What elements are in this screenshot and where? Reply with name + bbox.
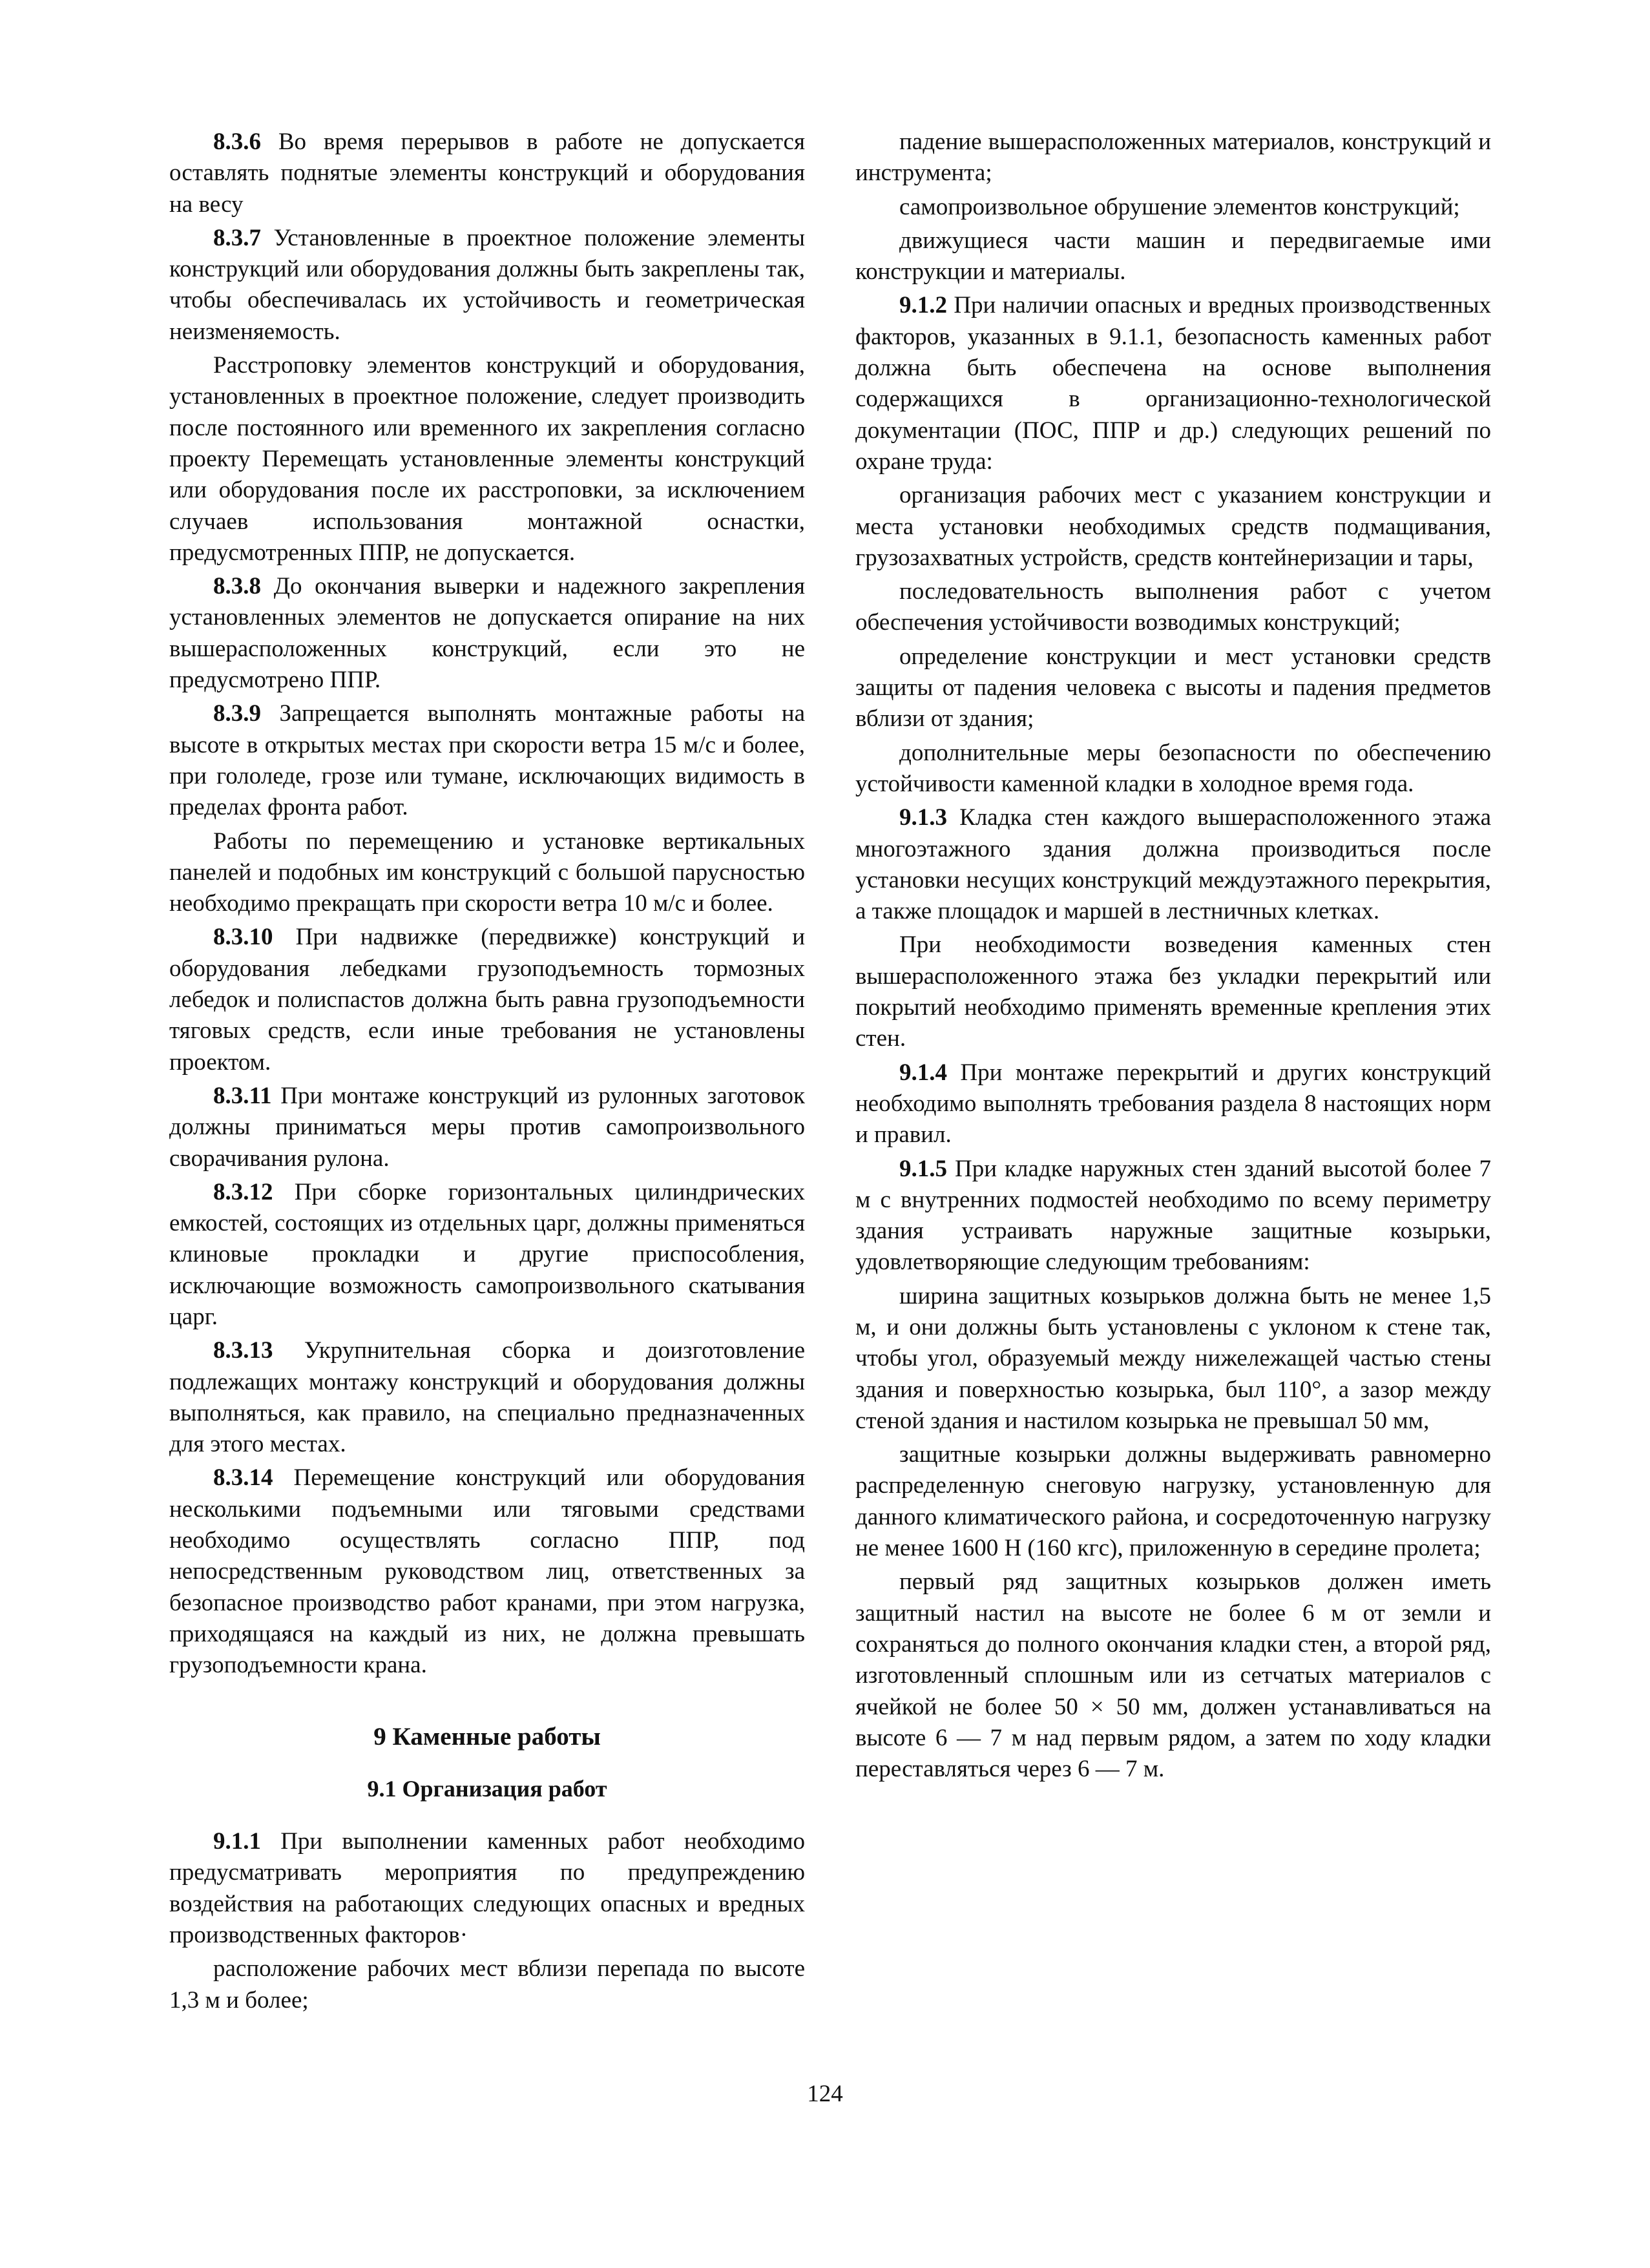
paragraph-text: первый ряд защитных козырьков должен иметь защитный настил на высоте не более 6 м от земли и сохраняться до полного окончания кладки стен, а второй ряд, изготовленный сплошным или из сетчатых материалов с ячейкой не более 50 × 50 мм, должен устанавливаться на высоте 6 — 7 м над первым рядом, а затем по ходу кладки переставляться через 6 — 7 м.	[855, 1568, 1491, 1783]
paragraph-falling-materials	[855, 127, 1491, 189]
clause-number: 8.3.11	[213, 1082, 272, 1109]
clause-number: 8.3.14	[213, 1464, 273, 1492]
paragraph-text: При наличии опасных и вредных производственных факторов, указанных в 9.1.1, безопасность каменных работ должна быть обеспечена на основе выполнения содержащихся в организационно-технологической документации (ПОС, ППР и др.) следующих решений по охране труда:	[855, 292, 1491, 475]
paragraph-9-1-2	[855, 290, 1491, 477]
clause-number: 8.3.13	[213, 1337, 273, 1364]
paragraph-text: При необходимости возведения каменных стен вышерасположенного этажа без укладки перекрытий или покрытий необходимо применять временные крепления этих стен.	[855, 931, 1491, 1052]
paragraph-text: ширина защитных козырьков должна быть не менее 1,5 м, и они должны быть установлены с уклоном к стене так, чтобы угол, образуемый между нижележащей частью стены здания и поверхностью козырька, был 110°, а зазор между стеной здания и настилом козырька не превышал 50 мм,	[855, 1282, 1491, 1434]
paragraph-text: Перемещение конструкций или оборудования несколькими подъемными или тяговыми средствами необходимо осуществлять согласно ППР, под непосредственным руководством лиц, ответственных за безопасное производство работ кранами, при этом нагрузка, приходящаяся на каждый из них, не должна превышать грузоподъемности крана.	[169, 1464, 805, 1679]
right-column	[855, 127, 1491, 1787]
paragraph-8-3-13	[169, 1335, 805, 1460]
paragraph-temporary-fastening	[855, 930, 1491, 1054]
paragraph-height-drop	[169, 1953, 805, 2016]
paragraph-text: расположение рабочих мест вблизи перепада по высоте 1,3 м и более;	[169, 1955, 805, 2013]
paragraph-text: защитные козырьки должны выдерживать равномерно распределенную снеговую нагрузку, установленную для данного климатического района, и сосредоточенную нагрузку не менее 1600 Н (160 кгс), приложенную в середине пролета;	[855, 1441, 1491, 1562]
paragraph-text: падение вышерасположенных материалов, конструкций и инструмента;	[855, 129, 1491, 187]
paragraph-text: самопроизвольное обрушение элементов конструкций;	[899, 193, 1460, 220]
paragraph-text: Установленные в проектное положение элементы конструкций или оборудования должны быть закреплены так, чтобы обеспечивалась их устойчивость и геометрическая неизменяемость.	[169, 224, 805, 345]
paragraph-8-3-10	[169, 922, 805, 1077]
paragraph-text: Расстроповку элементов конструкций и оборудования, установленных в проектное положение, следует производить после постоянного или временного их закрепления согласно проекту Перемещать установленные элементы конструкций или оборудования после их расстроповки, за исключением случаев использования монтажной оснастки, предусмотренных ППР, не допускается.	[169, 352, 805, 566]
paragraph-text: При кладке наружных стен зданий высотой более 7 м с внутренних подмостей необходимо по всему периметру здания устраивать наружные защитные козырьки, удовлетворяющие следующим требованиям:	[855, 1155, 1491, 1276]
paragraph-text: организация рабочих мест с указанием конструкции и места установки необходимых средств подмащивания, грузозахватных устройств, средств контейнеризации и тары,	[855, 482, 1491, 571]
clause-number: 8.3.7	[213, 224, 261, 251]
paragraph-protection	[855, 641, 1491, 735]
clause-number: 9.1.5	[899, 1155, 947, 1182]
paragraph-text: Запрещается выполнять монтажные работы на высоте в открытых местах при скорости ветра 15 м/с и более, при гололеде, грозе или тумане, исключающих видимость в пределах фронта работ.	[169, 700, 805, 821]
page-number: 124	[807, 2081, 843, 2107]
paragraph-text: последовательность выполнения работ с учетом обеспечения устойчивости возводимых конструкций;	[855, 578, 1491, 636]
paragraph-9-1-3	[855, 802, 1491, 927]
paragraph-canopy-rows	[855, 1566, 1491, 1785]
clause-number: 8.3.6	[213, 129, 261, 155]
paragraph-text: При монтаже перекрытий и других конструкций необходимо выполнять требования раздела 8 настоящих норм и правил.	[855, 1059, 1491, 1149]
paragraph-cold-season	[855, 738, 1491, 800]
section-heading: 9 Каменные работы	[373, 1722, 601, 1751]
paragraph-canopy-load	[855, 1439, 1491, 1564]
paragraph-text: Работы по перемещению и установке вертикальных панелей и подобных им конструкций с большой парусностью необходимо прекращать при скорости ветра 10 м/с и более.	[169, 827, 805, 917]
paragraph-text: Кладка стен каждого вышерасположенного этажа многоэтажного здания должна производиться после установки несущих конструкций междуэтажного перекрытия, а также площадок и маршей в лестничных клетках.	[855, 804, 1491, 925]
paragraph-8-3-9	[169, 698, 805, 823]
paragraph-text: До окончания выверки и надежного закрепления установленных элементов не допускается опирание на них вышерасположенных конструкций, если это не предусмотрено ППР.	[169, 573, 805, 694]
paragraph-8-3-7	[169, 223, 805, 348]
paragraph-unslinging	[169, 350, 805, 568]
paragraph-text: движущиеся части машин и передвигаемые ими конструкции и материалы.	[855, 227, 1491, 286]
paragraph-9-1-4	[855, 1057, 1491, 1151]
paragraph-text: При выполнении каменных работ необходимо предусматривать мероприятия по предупреждению воздействия на работающих следующих опасных и вредных производственных факторов·	[169, 1828, 805, 1949]
clause-number: 9.1.3	[899, 804, 947, 831]
clause-number: 8.3.9	[213, 700, 261, 727]
paragraph-workplaces	[855, 480, 1491, 574]
paragraph-8-3-11	[169, 1081, 805, 1174]
paragraph-sequence	[855, 576, 1491, 639]
clause-number: 8.3.12	[213, 1178, 273, 1205]
paragraph-canopy-width	[855, 1281, 1491, 1437]
paragraph-text: Во время перерывов в работе не допускается оставлять поднятые элементы конструкций и оборудования на весу	[169, 129, 805, 218]
paragraph-moving-parts	[855, 225, 1491, 288]
paragraph-text: При сборке горизонтальных цилиндрических емкостей, состоящих из отдельных царг, должны применяться клиновые прокладки и другие приспособления, исключающие возможность самопроизвольного скатывания царг.	[169, 1178, 805, 1330]
paragraph-9-1-1	[169, 1826, 805, 1951]
paragraph-8-3-8	[169, 571, 805, 696]
paragraph-text: определение конструкции и мест установки средств защиты от падения человека с высоты и падения предметов вблизи от здания;	[855, 643, 1491, 733]
paragraph-text: дополнительные меры безопасности по обеспечению устойчивости каменной кладки в холодное время года.	[855, 739, 1491, 797]
clause-number: 8.3.10	[213, 924, 273, 951]
left-column	[169, 127, 805, 2019]
clause-number: 8.3.8	[213, 573, 261, 600]
paragraph-collapse	[855, 192, 1491, 223]
clause-number: 9.1.1	[213, 1828, 261, 1855]
clause-number: 9.1.2	[899, 292, 947, 319]
clause-number: 9.1.4	[899, 1059, 947, 1086]
paragraph-9-1-5	[855, 1154, 1491, 1278]
paragraph-8-3-6	[169, 127, 805, 220]
paragraph-8-3-12	[169, 1177, 805, 1333]
paragraph-text: При монтаже конструкций из рулонных заготовок должны приниматься меры против самопроизвольного сворачивания рулона.	[169, 1082, 805, 1172]
paragraph-wind-speed	[169, 826, 805, 920]
paragraph-text: При надвижке (передвижке) конструкций и оборудования лебедками грузоподъемность тормозных лебедок и полиспастов должна быть равна грузоподъемности тяговых средств, если иные требования не установлены проектом.	[169, 924, 805, 1076]
paragraph-8-3-14	[169, 1462, 805, 1681]
paragraph-text: Укрупнительная сборка и доизготовление подлежащих монтажу конструкций и оборудования должны выполняться, как правило, на специально предназначенных для этого местах.	[169, 1337, 805, 1458]
subsection-heading: 9.1 Организация работ	[367, 1775, 607, 1802]
